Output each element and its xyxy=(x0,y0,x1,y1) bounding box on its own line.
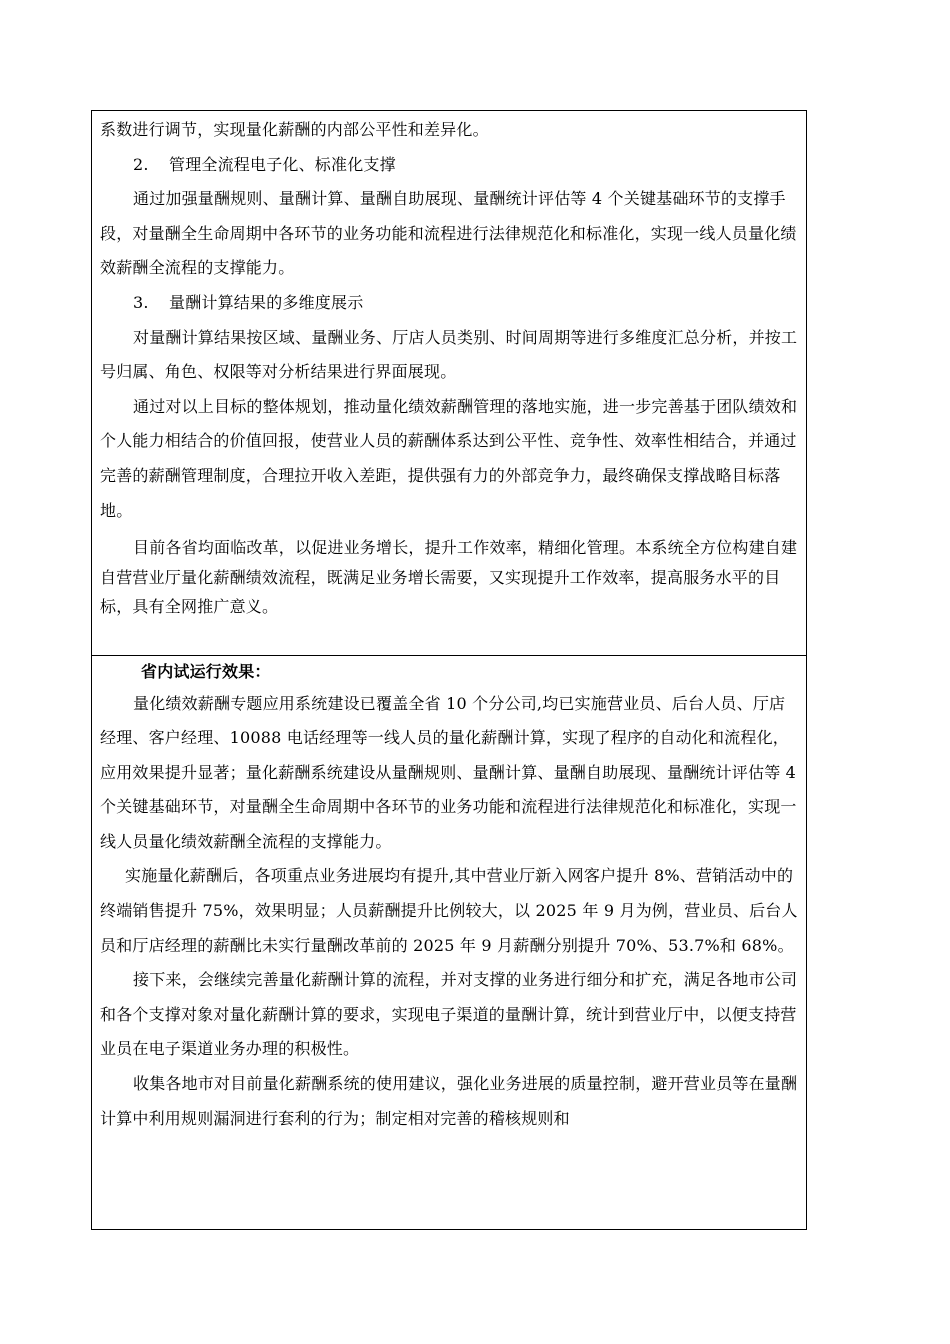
list-number: 3. xyxy=(133,292,149,312)
section-heading: 省内试运行效果： xyxy=(141,662,271,681)
table-cell-trial-results xyxy=(91,655,807,1230)
cell-content xyxy=(100,113,800,622)
paragraph: 通过对以上目标的整体规划，推动量化绩效薪酬管理的落地实施，进一步完善基于团队绩效和个人能力相结合的价值回报，使营业人员的薪酬体系达到公平性、竞争性、效率性相结合，并通过完善的薪酬管理制度，合理拉开收入差距，提供强有力的外部竞争力，最终确保支撑战略目标落地。 xyxy=(100,396,798,520)
table-cell-goals xyxy=(91,110,807,656)
list-item-2 xyxy=(100,148,800,183)
list-number: 2. xyxy=(133,154,149,174)
paragraph: 收集各地市对目前量化薪酬系统的使用建议，强化业务进展的质量控制，避开营业员等在量酬计算中利用规则漏洞进行套利的行为；制定相对完善的稽核规则和 xyxy=(100,1074,798,1128)
paragraph: 对量酬计算结果按区域、量酬业务、厅店人员类别、时间周期等进行多维度汇总分析，并按工号归属、角色、权限等对分析结果进行界面展现。 xyxy=(100,327,798,382)
paragraph: 接下来，会继续完善量化薪酬计算的流程，并对支撑的业务进行细分和扩充，满足各地市公司和各个支撑对象对量化薪酬计算的要求，实现电子渠道的量酬计算，统计到营业厅中，以便支持营业员在电子渠道业务办理的积极性。 xyxy=(100,970,798,1059)
list-item-title: 量酬计算结果的多维度展示 xyxy=(169,292,364,312)
paragraph: 实施量化薪酬后，各项重点业务进展均有提升,其中营业厅新入网客户提升 8%、营销活动中的终端销售提升 75%，效果明显；人员薪酬提升比例较大，以 2025 年 9 月为例，营业员、后台人员和厅店经理的薪酬比未实行量酬改革前的 2025 年 9 月薪酬分别提升 70%、53.7%和 68%。 xyxy=(100,866,798,955)
paragraph-continuation: 系数进行调节，实现量化薪酬的内部公平性和差异化。 xyxy=(100,120,489,139)
list-item-3 xyxy=(100,286,800,321)
list-item-title: 管理全流程电子化、标准化支撑 xyxy=(169,154,396,174)
paragraph: 量化绩效薪酬专题应用系统建设已覆盖全省 10 个分公司,均已实施营业员、后台人员、厅店经理、客户经理、10088 电话经理等一线人员的量化薪酬计算，实现了程序的自动化和流程化，应用效果提升显著；量化薪酬系统建设从量酬规则、量酬计算、量酬自助展现、量酬统计评估等 4 个关键基础环节，对量酬全生命周期中各环节的业务功能和流程进行法律规范化和标准化，实现一线人员量化绩效薪酬全流程的支撑能力。 xyxy=(100,693,797,851)
paragraph: 目前各省均面临改革，以促进业务增长，提升工作效率，精细化管理。本系统全方位构建自建自营营业厅量化薪酬绩效流程，既满足业务增长需要，又实现提升工作效率，提高服务水平的目标，具有全网推广意义。 xyxy=(100,538,798,617)
paragraph: 通过加强量酬规则、量酬计算、量酬自助展现、量酬统计评估等 4 个关键基础环节的支撑手段，对量酬全生命周期中各环节的业务功能和流程进行法律规范化和标准化，实现一线人员量化绩效薪酬全流程的支撑能力。 xyxy=(100,189,797,278)
cell-content xyxy=(100,657,800,1136)
